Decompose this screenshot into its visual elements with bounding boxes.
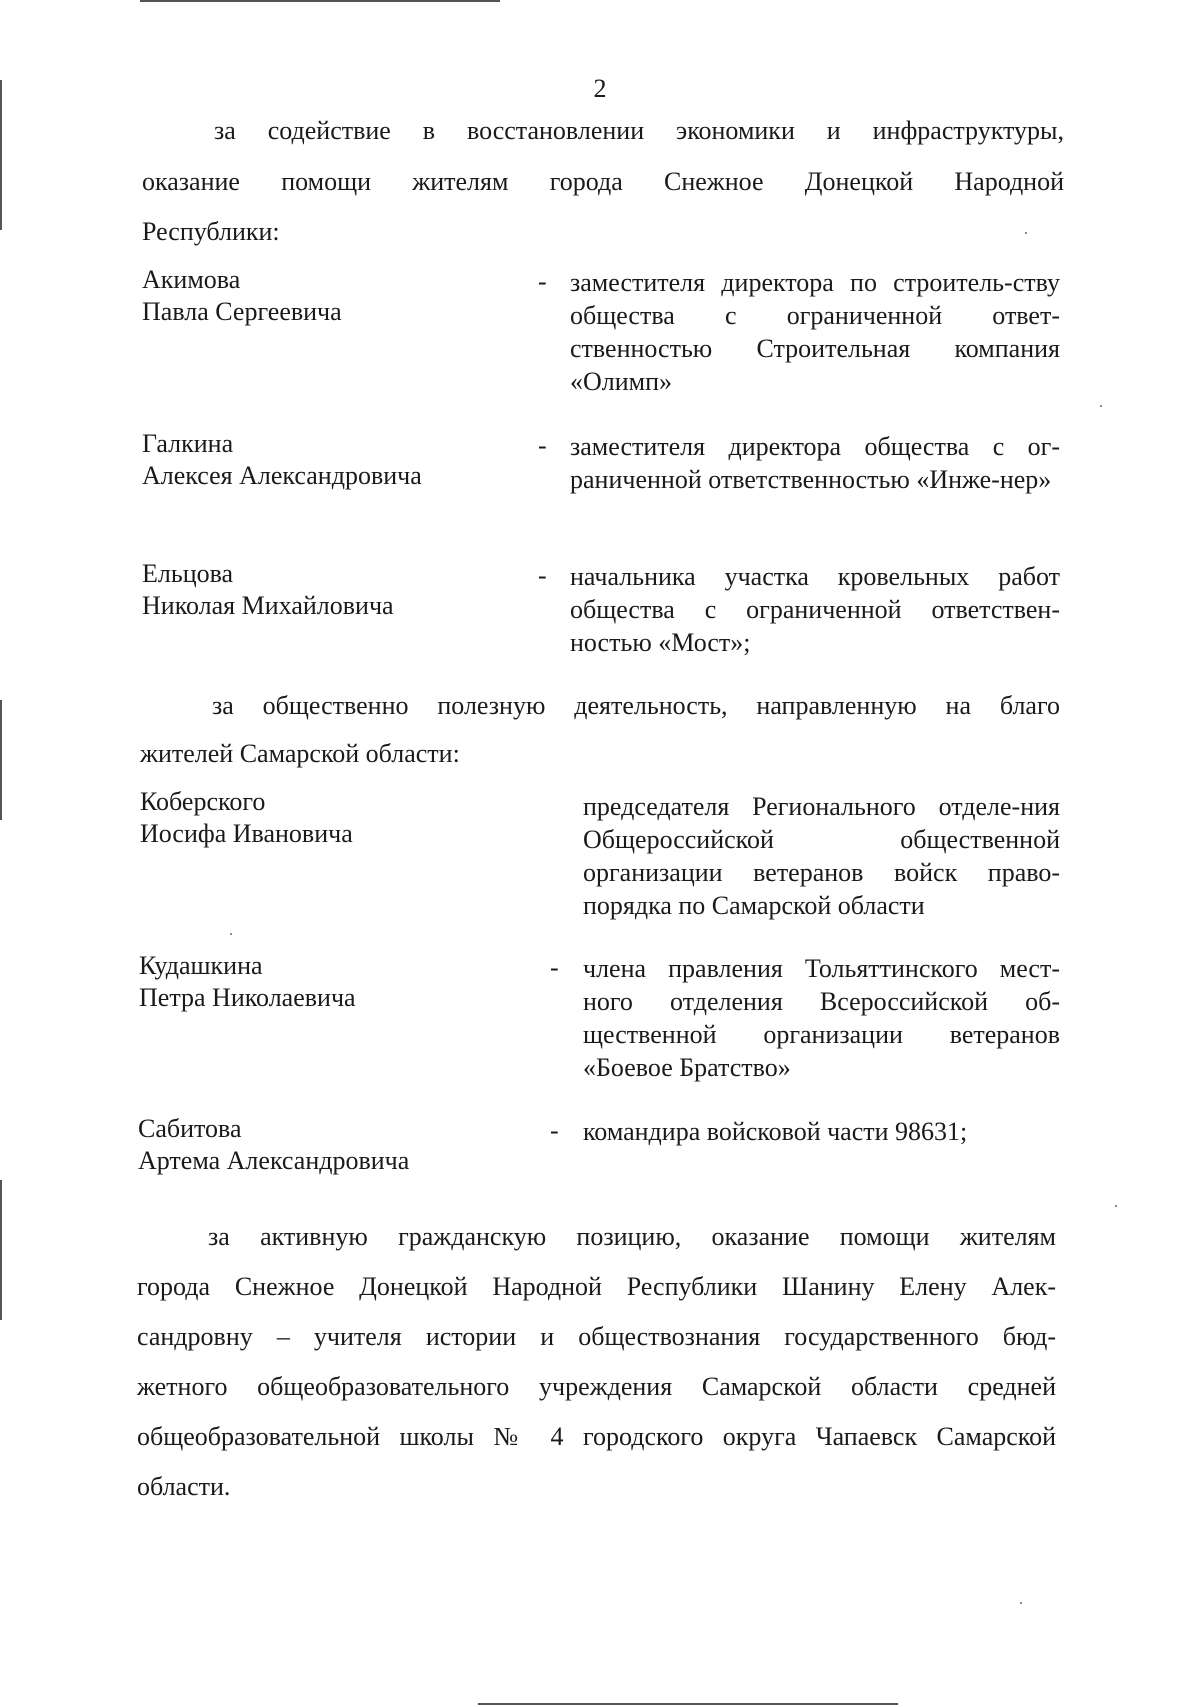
dash: -	[550, 1116, 559, 1145]
scan-edge-line-top	[140, 0, 500, 2]
paragraph-line: за активную гражданскую позицию, оказание помощи жителям	[208, 1222, 1056, 1251]
surname: Коберского	[140, 787, 266, 816]
intro-line: за содействие в восстановлении экономики и инфраструктуры,	[214, 116, 1064, 145]
position-description: заместителя директора общества с ог-раниченной ответственностью «Инже-нер»	[570, 432, 1060, 494]
scan-speck	[230, 933, 232, 935]
position-description: председателя Регионального отделе-ния Общероссийской общественной организации ветеранов войск право-порядка по Самарской области	[583, 792, 1060, 920]
given-names: Иосифа Ивановича	[140, 819, 353, 848]
person-name	[142, 558, 394, 622]
scan-edge-line-left-3	[0, 1180, 2, 1320]
intro-line: оказание помощи жителям города Снежное Донецкой Народной	[142, 167, 1064, 196]
position-description: командира войсковой части 98631;	[583, 1117, 968, 1146]
paragraph-line: сандровну – учителя истории и обществознания государственного бюд-	[137, 1322, 1056, 1351]
intro-line: Республики:	[142, 217, 280, 246]
surname: Акимова	[142, 265, 241, 294]
surname: Кудашкина	[139, 951, 263, 980]
dash: -	[550, 953, 559, 982]
dash: -	[538, 561, 547, 590]
intro-line: жителей Самарской области:	[140, 739, 460, 768]
surname: Сабитова	[138, 1114, 242, 1143]
person-name	[142, 264, 342, 328]
paragraph-line: общеобразовательной школы № 4 городского округа Чапаевск Самарской	[137, 1422, 1056, 1451]
given-names: Артема Александровича	[138, 1146, 410, 1175]
person-name	[139, 950, 356, 1014]
page-number: 2	[593, 74, 607, 103]
scan-speck	[1020, 1602, 1022, 1604]
person-name	[138, 1113, 409, 1177]
given-names: Павла Сергеевича	[142, 297, 342, 326]
scan-speck	[1100, 405, 1102, 407]
dash: -	[538, 431, 547, 460]
paragraph-line: города Снежное Донецкой Народной Республики Шанину Елену Алек-	[137, 1272, 1056, 1301]
scan-speck	[1115, 1205, 1117, 1207]
given-names: Николая Михайловича	[142, 591, 394, 620]
surname: Ельцова	[142, 559, 234, 588]
position-description: заместителя директора по строитель-ству общества с ограниченной ответ-ственностью Строительная компания «Олимп»	[570, 268, 1060, 396]
person-name	[142, 428, 422, 492]
given-names: Алексея Александровича	[142, 461, 422, 490]
dash: -	[538, 267, 547, 296]
position-description: члена правления Тольяттинского мест-ного отделения Всероссийской об-щественной организации ветеранов «Боевое Братство»	[583, 954, 1060, 1082]
intro-line: за общественно полезную деятельность, направленную на благо	[212, 691, 1060, 720]
position-description: начальника участка кровельных работ общества с ограниченной ответствен-ностью «Мост»;	[570, 562, 1060, 657]
scan-edge-line-bottom	[478, 1703, 898, 1705]
paragraph-line: области.	[137, 1472, 231, 1501]
surname: Галкина	[142, 429, 234, 458]
paragraph-line: жетного общеобразовательного учреждения Самарской области средней	[137, 1372, 1056, 1401]
scan-edge-line-left-2	[0, 700, 2, 820]
person-name	[140, 786, 353, 850]
given-names: Петра Николаевича	[139, 983, 356, 1012]
